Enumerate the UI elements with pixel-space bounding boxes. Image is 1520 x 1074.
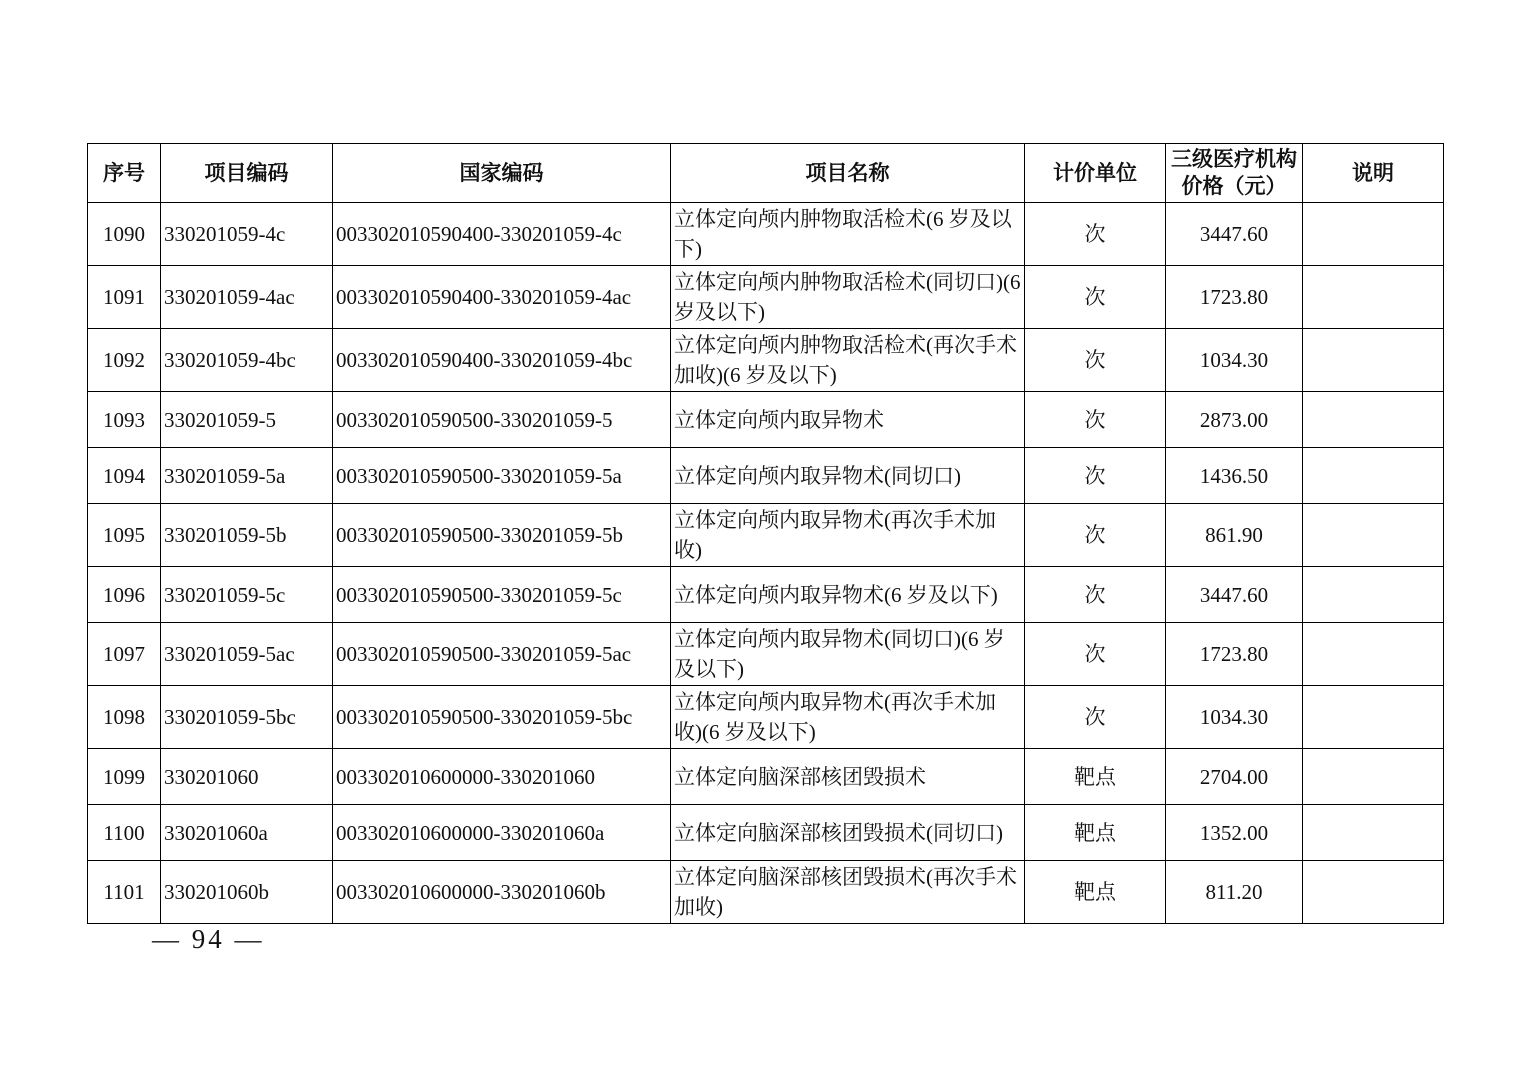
table-row	[88, 861, 1444, 924]
cell-price: 1034.30	[1166, 329, 1303, 392]
cell-seq: 1098	[88, 686, 161, 749]
cell-project-name: 立体定向颅内肿物取活检术(再次手术加收)(6 岁及以下)	[671, 329, 1025, 392]
cell-seq: 1099	[88, 749, 161, 805]
table-header-row	[88, 144, 1444, 203]
cell-seq: 1094	[88, 448, 161, 504]
cell-project-code: 330201059-4ac	[161, 266, 333, 329]
cell-note	[1303, 266, 1444, 329]
cell-national-code: 003302010600000-330201060b	[333, 861, 671, 924]
cell-project-code: 330201059-5c	[161, 567, 333, 623]
cell-price: 861.90	[1166, 504, 1303, 567]
cell-price: 1352.00	[1166, 805, 1303, 861]
cell-national-code: 003302010590400-330201059-4ac	[333, 266, 671, 329]
table-row	[88, 686, 1444, 749]
cell-national-code: 003302010590500-330201059-5ac	[333, 623, 671, 686]
cell-project-name: 立体定向颅内取异物术(再次手术加收)	[671, 504, 1025, 567]
header-seq: 序号	[88, 144, 161, 203]
cell-project-code: 330201059-5bc	[161, 686, 333, 749]
cell-unit: 次	[1025, 448, 1166, 504]
cell-note	[1303, 203, 1444, 266]
cell-national-code: 003302010590500-330201059-5	[333, 392, 671, 448]
table-row	[88, 805, 1444, 861]
cell-note	[1303, 623, 1444, 686]
table-row	[88, 623, 1444, 686]
table-row	[88, 448, 1444, 504]
header-note: 说明	[1303, 144, 1444, 203]
cell-note	[1303, 504, 1444, 567]
cell-seq: 1095	[88, 504, 161, 567]
cell-unit: 次	[1025, 392, 1166, 448]
cell-project-name: 立体定向颅内肿物取活检术(同切口)(6 岁及以下)	[671, 266, 1025, 329]
cell-note	[1303, 805, 1444, 861]
cell-unit: 次	[1025, 203, 1166, 266]
page-number: — 94 —	[152, 924, 265, 954]
cell-project-code: 330201060a	[161, 805, 333, 861]
header-national-code: 国家编码	[333, 144, 671, 203]
cell-note	[1303, 861, 1444, 924]
cell-project-code: 330201060b	[161, 861, 333, 924]
cell-price: 3447.60	[1166, 567, 1303, 623]
cell-unit: 靶点	[1025, 805, 1166, 861]
cell-project-code: 330201059-5a	[161, 448, 333, 504]
cell-price: 2704.00	[1166, 749, 1303, 805]
cell-project-name: 立体定向颅内肿物取活检术(6 岁及以下)	[671, 203, 1025, 266]
cell-unit: 靶点	[1025, 749, 1166, 805]
cell-project-name: 立体定向颅内取异物术(6 岁及以下)	[671, 567, 1025, 623]
cell-project-code: 330201059-4bc	[161, 329, 333, 392]
header-price: 三级医疗机构价格（元）	[1166, 144, 1303, 203]
cell-project-name: 立体定向脑深部核团毁损术(再次手术加收)	[671, 861, 1025, 924]
cell-price: 2873.00	[1166, 392, 1303, 448]
cell-price: 811.20	[1166, 861, 1303, 924]
cell-project-code: 330201059-5b	[161, 504, 333, 567]
cell-price: 1436.50	[1166, 448, 1303, 504]
cell-price: 1723.80	[1166, 623, 1303, 686]
cell-price: 1034.30	[1166, 686, 1303, 749]
cell-project-code: 330201059-4c	[161, 203, 333, 266]
cell-national-code: 003302010590500-330201059-5bc	[333, 686, 671, 749]
cell-seq: 1092	[88, 329, 161, 392]
cell-national-code: 003302010600000-330201060	[333, 749, 671, 805]
cell-seq: 1091	[88, 266, 161, 329]
cell-unit: 次	[1025, 623, 1166, 686]
cell-national-code: 003302010590500-330201059-5a	[333, 448, 671, 504]
header-unit: 计价单位	[1025, 144, 1166, 203]
cell-project-name: 立体定向颅内取异物术(再次手术加收)(6 岁及以下)	[671, 686, 1025, 749]
price-table	[87, 143, 1444, 924]
cell-project-name: 立体定向颅内取异物术(同切口)	[671, 448, 1025, 504]
header-project-code: 项目编码	[161, 144, 333, 203]
cell-national-code: 003302010600000-330201060a	[333, 805, 671, 861]
cell-national-code: 003302010590400-330201059-4bc	[333, 329, 671, 392]
cell-national-code: 003302010590400-330201059-4c	[333, 203, 671, 266]
cell-note	[1303, 686, 1444, 749]
cell-project-code: 330201059-5	[161, 392, 333, 448]
cell-project-name: 立体定向颅内取异物术(同切口)(6 岁及以下)	[671, 623, 1025, 686]
table-row	[88, 749, 1444, 805]
cell-price: 1723.80	[1166, 266, 1303, 329]
cell-unit: 次	[1025, 266, 1166, 329]
cell-unit: 次	[1025, 686, 1166, 749]
cell-seq: 1093	[88, 392, 161, 448]
cell-project-code: 330201059-5ac	[161, 623, 333, 686]
cell-seq: 1097	[88, 623, 161, 686]
cell-seq: 1100	[88, 805, 161, 861]
cell-project-name: 立体定向脑深部核团毁损术(同切口)	[671, 805, 1025, 861]
cell-unit: 靶点	[1025, 861, 1166, 924]
cell-seq: 1101	[88, 861, 161, 924]
cell-price: 3447.60	[1166, 203, 1303, 266]
table-row	[88, 329, 1444, 392]
table-row	[88, 567, 1444, 623]
cell-unit: 次	[1025, 329, 1166, 392]
table-row	[88, 203, 1444, 266]
cell-note	[1303, 567, 1444, 623]
cell-seq: 1096	[88, 567, 161, 623]
cell-note	[1303, 392, 1444, 448]
cell-project-name: 立体定向颅内取异物术	[671, 392, 1025, 448]
table-row	[88, 392, 1444, 448]
cell-project-name: 立体定向脑深部核团毁损术	[671, 749, 1025, 805]
table-row	[88, 266, 1444, 329]
cell-unit: 次	[1025, 567, 1166, 623]
cell-national-code: 003302010590500-330201059-5c	[333, 567, 671, 623]
cell-project-code: 330201060	[161, 749, 333, 805]
cell-note	[1303, 749, 1444, 805]
cell-note	[1303, 329, 1444, 392]
cell-seq: 1090	[88, 203, 161, 266]
cell-national-code: 003302010590500-330201059-5b	[333, 504, 671, 567]
cell-unit: 次	[1025, 504, 1166, 567]
cell-note	[1303, 448, 1444, 504]
table-row	[88, 504, 1444, 567]
header-project-name: 项目名称	[671, 144, 1025, 203]
